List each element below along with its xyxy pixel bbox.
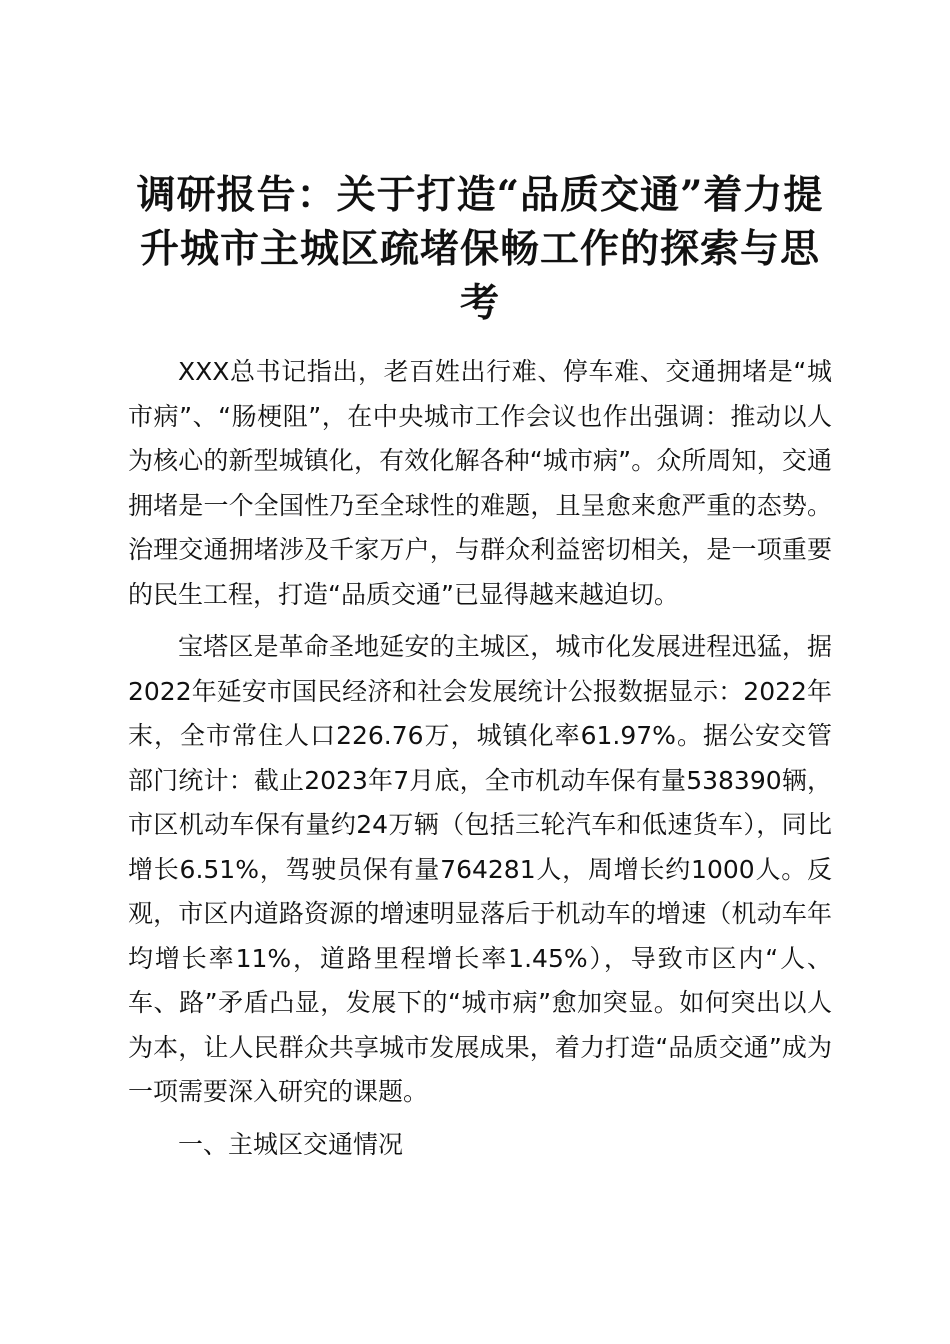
- paragraph-statistics: 宝塔区是革命圣地延安的主城区，城市化发展进程迅猛，据2022年延安市国民经济和社会发展统计公报数据显示：2022年末，全市常住人口226.76万，城镇化率61.97%。据公安交管部门统计：截止2023年7月底，全市机动车保有量538390辆，市区机动车保有量约24万辆（包括三轮汽车和低速货车），同比增长6.51%，驾驶员保有量764281人，周增长约1000人。反观，市区内道路资源的增速明显落后于机动车的增速（机动车年均增长率11%，道路里程增长率1.45%），导致市区内“人、车、路”矛盾凸显，发展下的“城市病”愈加突显。如何突出以人为本，让人民群众共享城市发展成果，着力打造“品质交通”成为一项需要深入研究的课题。: [128, 632, 832, 1106]
- section-heading: 一、主城区交通情况: [178, 1129, 404, 1159]
- document-title: 调研报告：关于打造“品质交通”着力提升城市主城区疏堵保畅工作的探索与思考: [136, 172, 824, 326]
- document-page: [128, 168, 832, 1167]
- paragraph-intro: XXX总书记指出，老百姓出行难、停车难、交通拥堵是“城市病”、“肠梗阻”，在中央城市工作会议也作出强调：推动以人为核心的新型城镇化，有效化解各种“城市病”。众所周知，交通拥堵是一个全国性乃至全球性的难题，且呈愈来愈严重的态势。治理交通拥堵涉及千家万户，与群众利益密切相关，是一项重要的民生工程，打造“品质交通”已显得越来越迫切。: [128, 357, 832, 609]
